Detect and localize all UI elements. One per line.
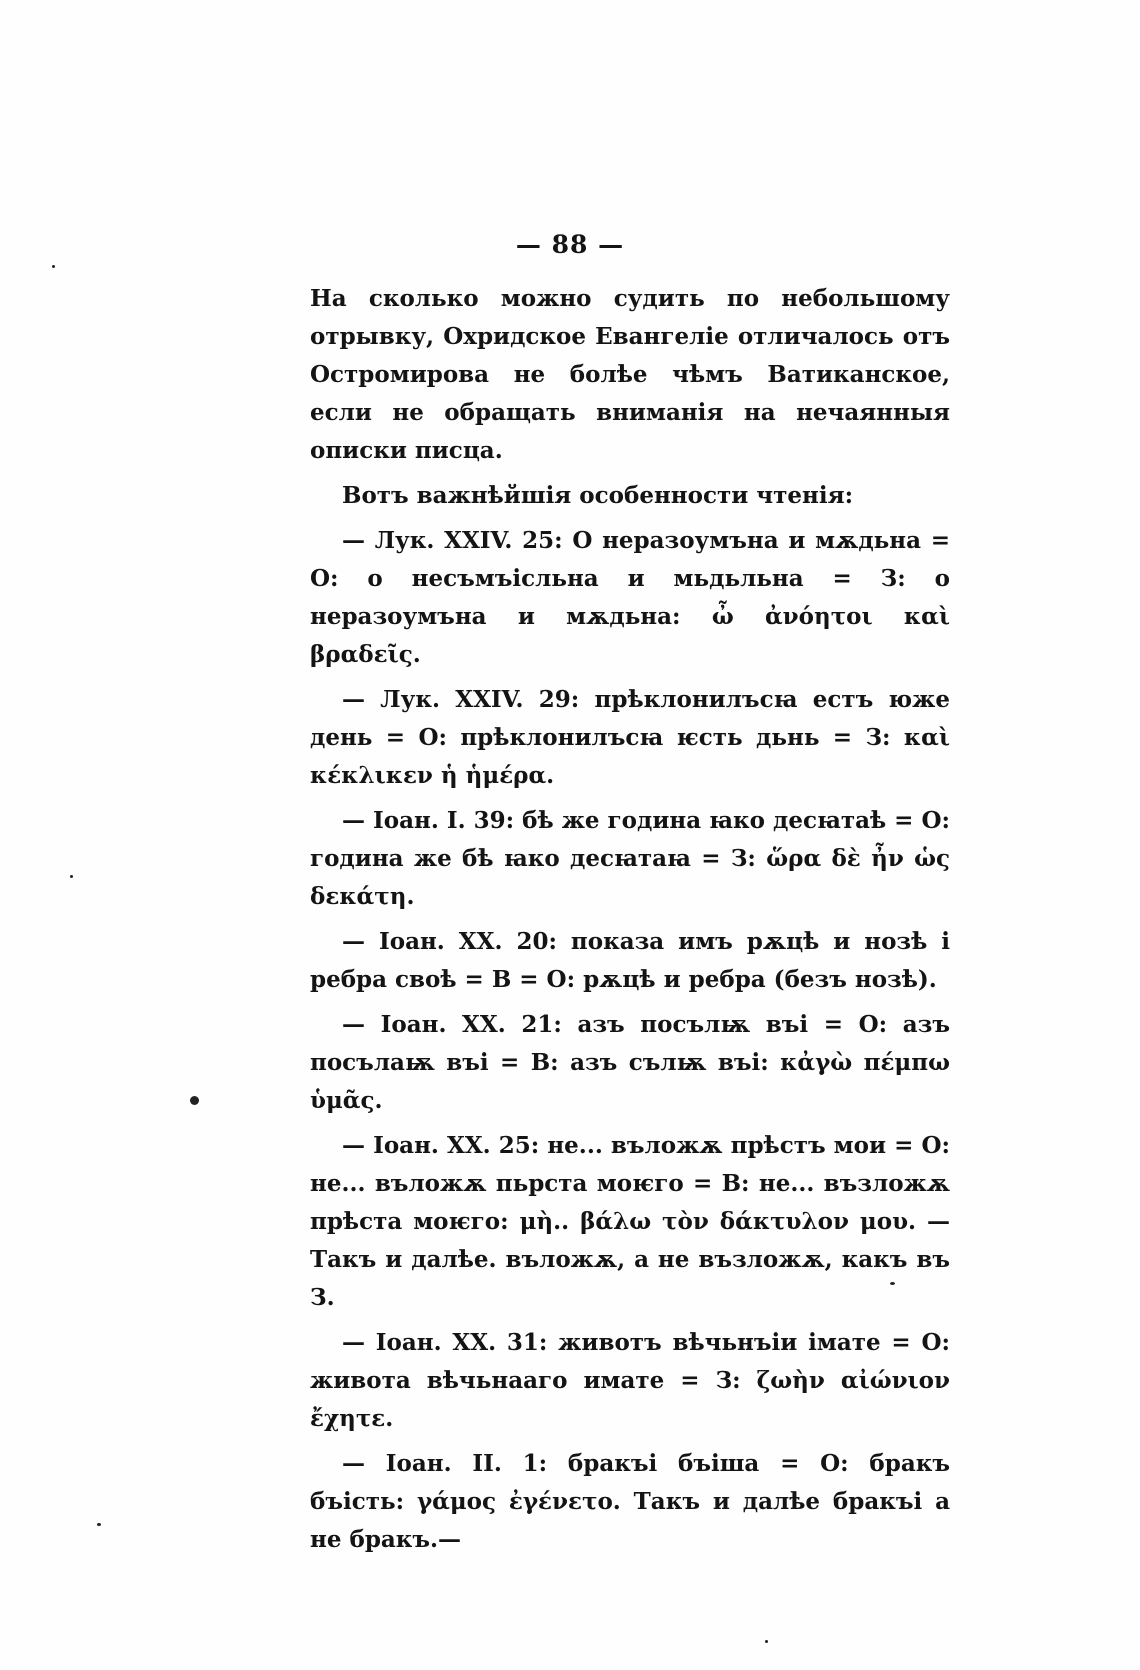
paragraph-john-20-20: — Іоан. XX. 20: показа имъ рѫцѣ и нозѣ і ребра своѣ = В = О: рѫцѣ и ребра (безъ нозѣ). xyxy=(310,928,950,993)
scan-speck xyxy=(97,1523,101,1526)
scan-speck xyxy=(70,875,73,878)
page-number: — 88 — xyxy=(515,230,625,259)
paragraph-intro: На сколько можно судить по небольшому отрывку, Охридское Евангеліе отличалось отъ Остромирова не болѣе чѣмъ Ватиканское, если не обращать вниманія на нечаянныя описки писца. xyxy=(310,285,950,464)
paragraph-john-1-39: — Іоан. I. 39: бѣ же година ꙗко десꙗтаѣ = О: година же бѣ ꙗко десꙗтаꙗ = З: ὥρα δὲ ἦν ὡς δεκάτη. xyxy=(310,807,950,910)
scan-speck xyxy=(52,265,55,268)
scan-speck xyxy=(890,1282,895,1285)
scan-speck xyxy=(190,1096,199,1105)
body-text xyxy=(310,280,950,1566)
paragraph-luke-24-29: — Лук. XXIV. 29: прѣклонилъсꙗ естъ юже день = О: прѣклонилъсꙗ ѥсть дьнь = З: καὶ κέκλικεν ἡ ἡμέρα. xyxy=(310,686,950,789)
paragraph-john-2-1: — Іоан. II. 1: бракъі бъіша = О: бракъ бъість: γάμος ἐγένετο. Такъ и далѣе бракъі а не бракъ.— xyxy=(310,1450,950,1553)
paragraph-john-20-31: — Іоан. XX. 31: животъ вѣчьнъіи імате = О: живота вѣчьнааго имате = З: ζωὴν αἰώνιον ἔχητε. xyxy=(310,1329,950,1432)
paragraph-john-20-21: — Іоан. XX. 21: азъ посълѭ въі = О: азъ посълаѭ въі = В: азъ сълѭ въі: κἀγὼ πέμπω ὑμᾶς. xyxy=(310,1011,950,1114)
scan-speck xyxy=(765,1640,768,1643)
paragraph-luke-24-25: — Лук. XXIV. 25: О неразоумъна и мѫдьна = О: о несъмъісльна и мьдьльна = З: о неразоумъна и мѫдьна: ὦ ἀνόητοι καὶ βραδεῖς. xyxy=(310,527,950,668)
paragraph-john-20-25: — Іоан. XX. 25: не... въложѫ прѣстъ мои = О: не... въложѫ пьрста моѥго = В: не... възложѫ прѣста моѥго: μὴ.. βάλω τὸν δάκτυλον μου. — Такъ и далѣе. въложѫ, а не възложѫ, какъ въ З. xyxy=(310,1132,950,1311)
paragraph-heading: Вотъ важнѣйшія особенности чтенія: xyxy=(342,482,854,509)
